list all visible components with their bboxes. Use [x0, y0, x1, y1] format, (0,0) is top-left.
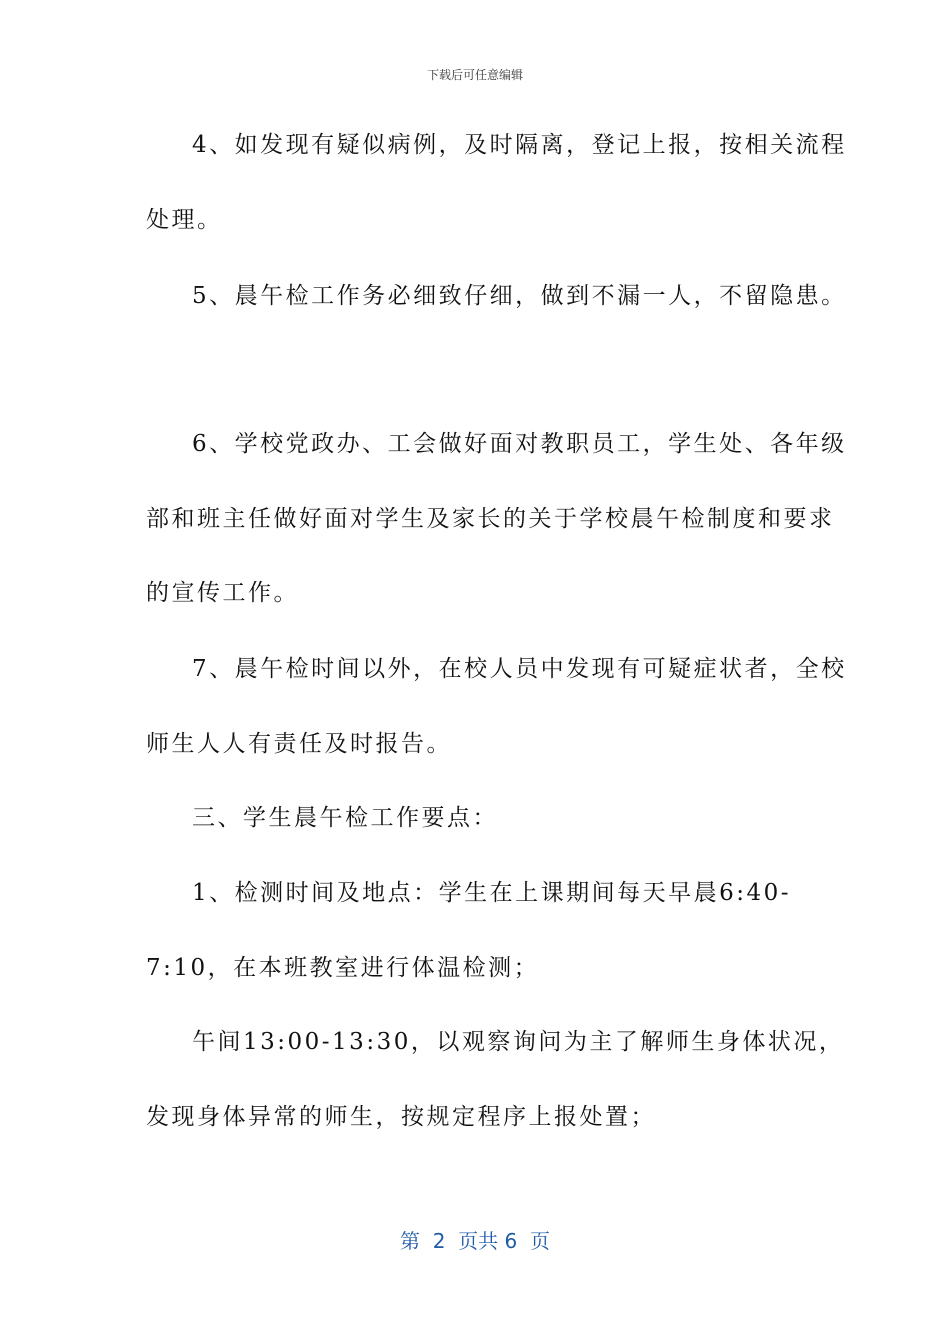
paragraph-line: 的宣传工作。: [146, 580, 299, 606]
section-heading: 三、学生晨午检工作要点：: [192, 805, 498, 831]
paragraph-line: 部和班主任做好面对学生及家长的关于学校晨午检制度和要求: [146, 506, 835, 532]
paragraph-line: 师生人人有责任及时报告。: [146, 731, 452, 757]
paragraph-line: 4、如发现有疑似病例，及时隔离，登记上报，按相关流程: [192, 132, 847, 158]
paragraph-line: 5、晨午检工作务必细致仔细，做到不漏一人，不留隐患。: [192, 283, 847, 309]
page-header: 下载后可任意编辑: [426, 68, 523, 82]
paragraph-line: 7:10，在本班教室进行体温检测；: [146, 955, 540, 981]
paragraph-line: 1、检测时间及地点：学生在上课期间每天早晨6:40-: [192, 880, 792, 906]
page-number-footer: 第 2 页共 6 页: [400, 1229, 550, 1253]
paragraph-line: 午间13:00-13:30，以观察询问为主了解师生身体状况，: [192, 1029, 845, 1055]
paragraph-line: 6、学校党政办、工会做好面对教职员工，学生处、各年级: [192, 431, 847, 457]
paragraph-line: 处理。: [146, 207, 223, 233]
paragraph-line: 发现身体异常的师生，按规定程序上报处置；: [146, 1104, 656, 1130]
paragraph-line: 7、晨午检时间以外，在校人员中发现有可疑症状者，全校: [192, 656, 847, 682]
